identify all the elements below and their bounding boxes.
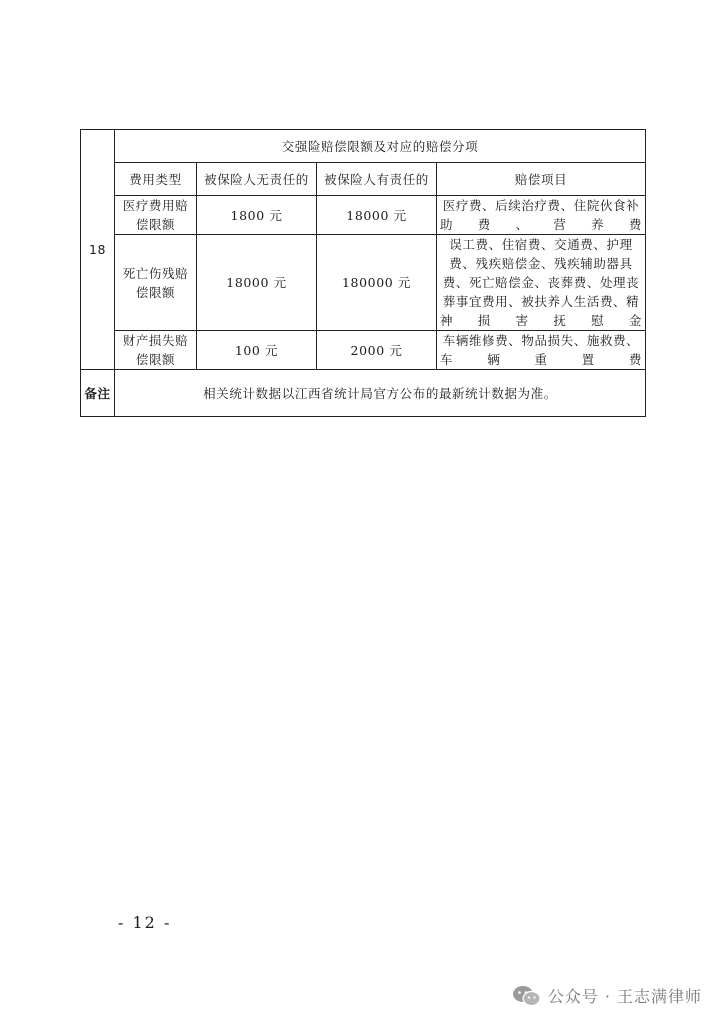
wechat-icon	[512, 985, 542, 1007]
table-row	[81, 331, 646, 370]
table-title-row	[81, 130, 646, 163]
header-no-fault: 被保险人无责任的	[197, 163, 317, 196]
cell-at-fault: 180000 元	[317, 235, 437, 331]
cell-at-fault: 2000 元	[317, 331, 437, 370]
cell-items: 医疗费、后续治疗费、住院伙食补助费、营养费	[437, 196, 646, 235]
table-header-row	[81, 163, 646, 196]
watermark-text: 公众号 · 王志满律师	[547, 987, 702, 1006]
cell-no-fault: 18000 元	[197, 235, 317, 331]
cell-items: 误工费、住宿费、交通费、护理费、残疾赔偿金、残疾辅助器具费、死亡赔偿金、丧葬费、处理丧葬事宜费用、被扶养人生活费、精神损害抚慰金	[437, 235, 646, 331]
compensation-table	[80, 129, 646, 417]
cell-type: 医疗费用赔偿限额	[115, 196, 197, 235]
header-at-fault: 被保险人有责任的	[317, 163, 437, 196]
table-row	[81, 235, 646, 331]
remark-text: 相关统计数据以江西省统计局官方公布的最新统计数据为准。	[115, 370, 646, 417]
cell-items: 车辆维修费、物品损失、施救费、车辆重置费	[437, 331, 646, 370]
cell-no-fault: 1800 元	[197, 196, 317, 235]
cell-no-fault: 100 元	[197, 331, 317, 370]
watermark	[512, 984, 702, 1007]
remark-label: 备注	[81, 370, 115, 417]
table-title: 交强险赔偿限额及对应的赔偿分项	[115, 130, 646, 163]
table-row	[81, 196, 646, 235]
cell-type: 财产损失赔偿限额	[115, 331, 197, 370]
remark-row	[81, 370, 646, 417]
cell-type: 死亡伤残赔偿限额	[115, 235, 197, 331]
header-type: 费用类型	[115, 163, 197, 196]
row-number: 18	[81, 130, 115, 370]
header-items: 赔偿项目	[437, 163, 646, 196]
page-number: - 12 -	[118, 913, 172, 932]
cell-at-fault: 18000 元	[317, 196, 437, 235]
